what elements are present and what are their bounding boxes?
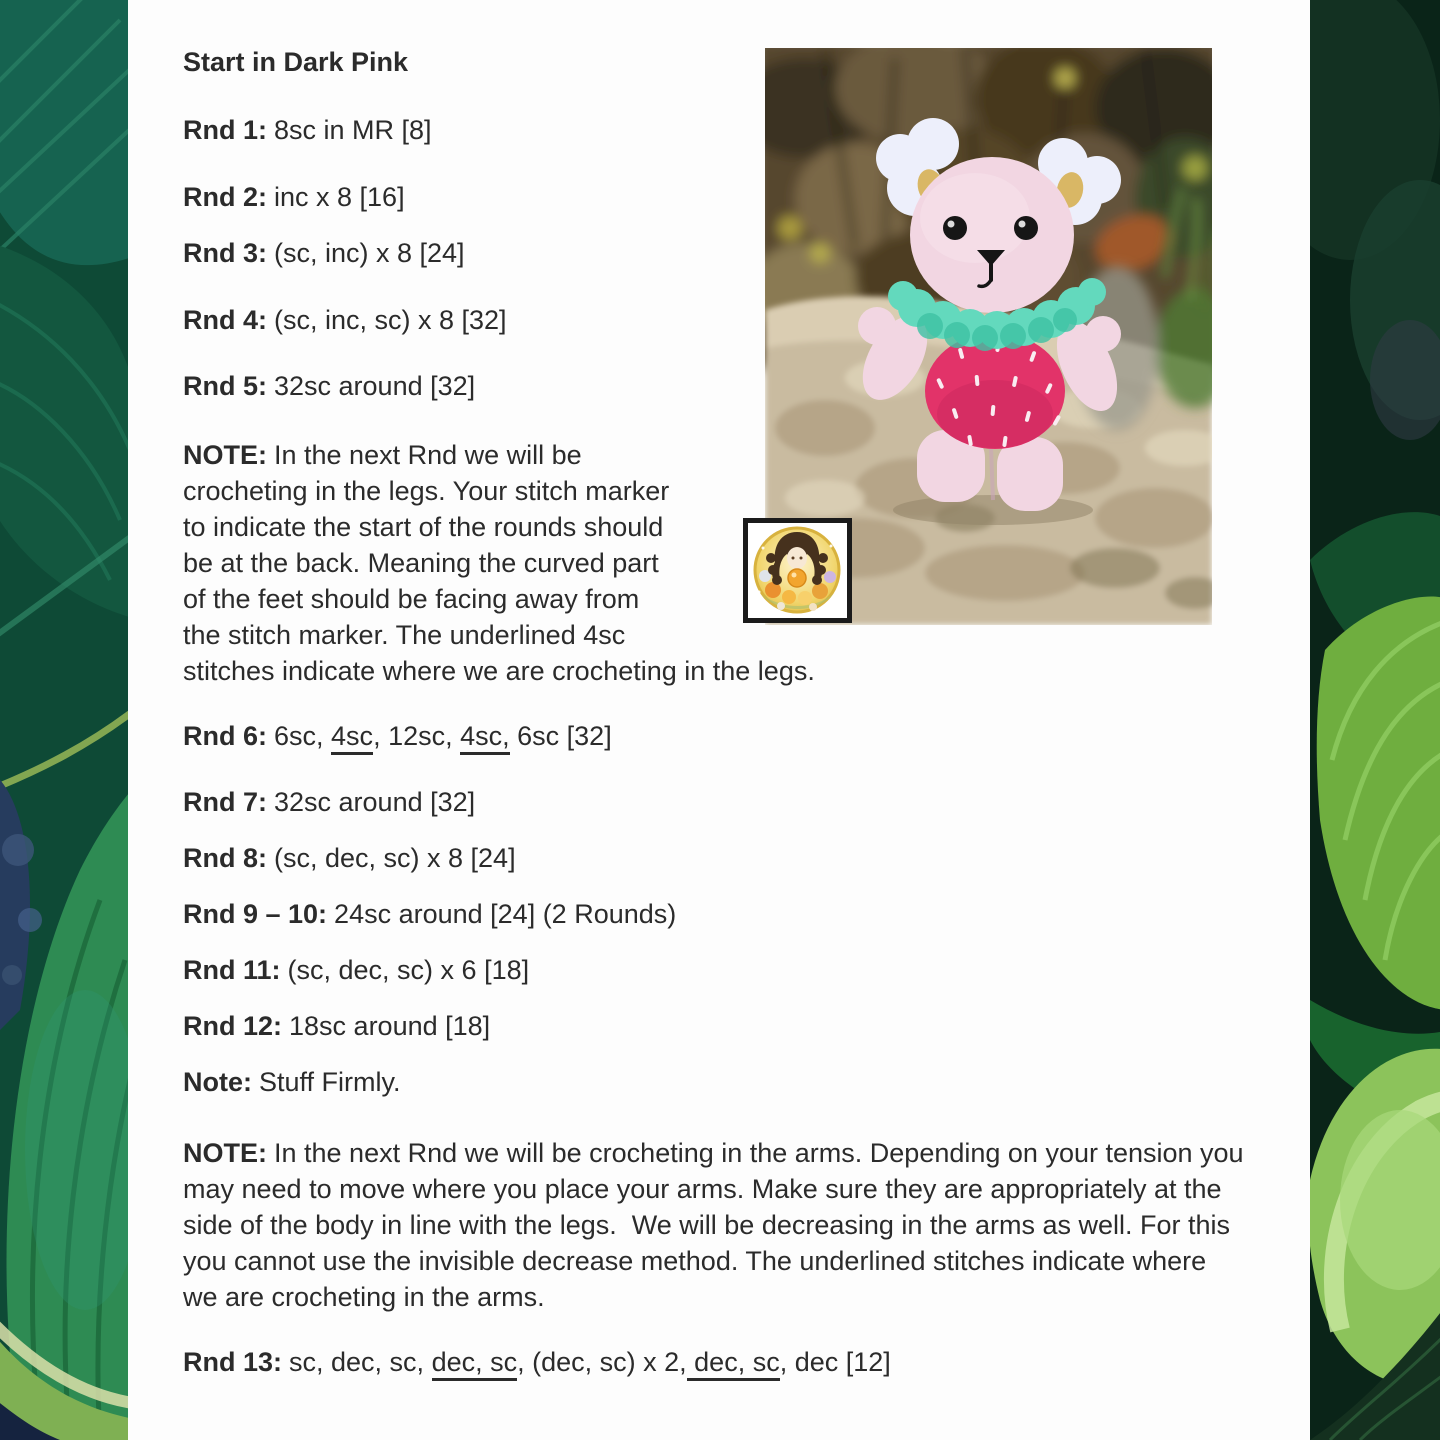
underlined-stitches: dec, sc bbox=[432, 1347, 518, 1381]
note-line bbox=[183, 1135, 1244, 1171]
underlined-stitches: dec, sc bbox=[687, 1347, 780, 1381]
note-stuff-text: Stuff Firmly. bbox=[259, 1067, 401, 1097]
round-12 bbox=[183, 1009, 490, 1043]
stitch-text: , (dec, sc) x 2, bbox=[517, 1347, 687, 1377]
note-line bbox=[183, 1279, 1244, 1315]
round-5-label: Rnd 5: bbox=[183, 371, 267, 401]
stitch-text: 6sc, bbox=[274, 721, 332, 751]
note-line bbox=[183, 581, 815, 617]
background-leaves-left bbox=[0, 0, 130, 1440]
note-line-text: of the feet should be facing away from bbox=[183, 584, 640, 614]
note-line-text: be at the back. Meaning the curved part bbox=[183, 548, 659, 578]
round-13-label: Rnd 13: bbox=[183, 1347, 283, 1377]
bear-strawberry-body bbox=[925, 333, 1065, 449]
round-6 bbox=[183, 719, 612, 753]
note-line bbox=[183, 509, 815, 545]
round-7-text: 32sc around [32] bbox=[274, 787, 476, 817]
note-label: NOTE: bbox=[183, 1138, 267, 1168]
round-11-label: Rnd 11: bbox=[183, 955, 281, 985]
round-1 bbox=[183, 113, 432, 147]
note-line bbox=[183, 545, 815, 581]
round-11 bbox=[183, 953, 529, 987]
note-line-text: the stitch marker. The underlined 4sc bbox=[183, 620, 626, 650]
bear-eye-left bbox=[943, 216, 967, 240]
round-7 bbox=[183, 785, 475, 819]
note-line bbox=[183, 653, 815, 689]
round-1-label: Rnd 1: bbox=[183, 115, 267, 145]
round-6-label: Rnd 6: bbox=[183, 721, 267, 751]
round-1-text: 8sc in MR [8] bbox=[274, 115, 432, 145]
pattern-page bbox=[128, 0, 1310, 1440]
bear-eye-right bbox=[1014, 216, 1038, 240]
round-2-text: inc x 8 [16] bbox=[274, 182, 405, 212]
note-line bbox=[183, 1171, 1244, 1207]
note-arms bbox=[183, 1135, 1244, 1315]
underlined-stitches: 4sc bbox=[331, 721, 373, 755]
round-7-label: Rnd 7: bbox=[183, 787, 267, 817]
stitch-text: 6sc [32] bbox=[509, 721, 612, 751]
round-12-text: 18sc around [18] bbox=[289, 1011, 491, 1041]
round-3-text: (sc, inc) x 8 [24] bbox=[274, 238, 465, 268]
stitch-text: sc, dec, sc, bbox=[289, 1347, 432, 1377]
round-5 bbox=[183, 369, 475, 403]
round-11-text: (sc, dec, sc) x 6 [18] bbox=[287, 955, 530, 985]
note-line-text: you cannot use the invisible decrease method. The underlined stitches indicate where bbox=[183, 1246, 1207, 1276]
round-2-label: Rnd 2: bbox=[183, 182, 267, 212]
stitch-text: , 12sc, bbox=[373, 721, 461, 751]
round-4-label: Rnd 4: bbox=[183, 305, 267, 335]
note-line-text: side of the body in line with the legs. We will be decreasing in the arms as well. For this bbox=[183, 1210, 1231, 1240]
round-9-10-text: 24sc around [24] (2 Rounds) bbox=[334, 899, 677, 929]
round-12-label: Rnd 12: bbox=[183, 1011, 283, 1041]
note-line-text: In the next Rnd we will be crocheting in the arms. Depending on your tension you bbox=[274, 1138, 1244, 1168]
note-stuff-firmly bbox=[183, 1065, 401, 1099]
underlined-stitches: 4sc, bbox=[460, 721, 510, 755]
note-line-text: to indicate the start of the rounds should bbox=[183, 512, 664, 542]
round-5-text: 32sc around [32] bbox=[274, 371, 476, 401]
round-8-label: Rnd 8: bbox=[183, 843, 267, 873]
round-2 bbox=[183, 180, 405, 214]
note-line-text: we are crocheting in the arms. bbox=[183, 1282, 545, 1312]
note-line-text: In the next Rnd we will be bbox=[274, 440, 582, 470]
note-line-text: may need to move where you place your arms. Make sure they are appropriately at the bbox=[183, 1174, 1222, 1204]
round-13-text bbox=[289, 1347, 891, 1381]
background-leaves-right bbox=[1310, 0, 1440, 1440]
leaf-art-right bbox=[1310, 0, 1440, 1440]
note-line bbox=[183, 617, 815, 653]
note-label: NOTE: bbox=[183, 440, 267, 470]
note-line-text: stitches indicate where we are crocheting in the legs. bbox=[183, 656, 815, 686]
leaf-art-left bbox=[0, 0, 130, 1440]
round-3 bbox=[183, 236, 465, 270]
note-line bbox=[183, 437, 815, 473]
round-13 bbox=[183, 1345, 891, 1379]
note-stuff-label: Note: bbox=[183, 1067, 252, 1097]
round-9-10 bbox=[183, 897, 676, 931]
note-line-text: crocheting in the legs. Your stitch marker bbox=[183, 476, 670, 506]
pattern-title: Start in Dark Pink bbox=[183, 47, 409, 77]
round-4-text: (sc, inc, sc) x 8 [32] bbox=[274, 305, 507, 335]
bear-head bbox=[910, 157, 1074, 313]
note-line bbox=[183, 473, 815, 509]
round-4 bbox=[183, 303, 507, 337]
stitch-text: , dec [12] bbox=[779, 1347, 891, 1377]
round-8-text: (sc, dec, sc) x 8 [24] bbox=[274, 843, 516, 873]
creator-logo-art bbox=[743, 518, 852, 623]
note-line bbox=[183, 1243, 1244, 1279]
round-8 bbox=[183, 841, 516, 875]
note-line bbox=[183, 1207, 1244, 1243]
round-6-text bbox=[274, 721, 612, 755]
round-9-10-label: Rnd 9 – 10: bbox=[183, 899, 328, 929]
note-legs bbox=[183, 437, 815, 689]
creator-logo bbox=[743, 518, 852, 623]
round-3-label: Rnd 3: bbox=[183, 238, 267, 268]
